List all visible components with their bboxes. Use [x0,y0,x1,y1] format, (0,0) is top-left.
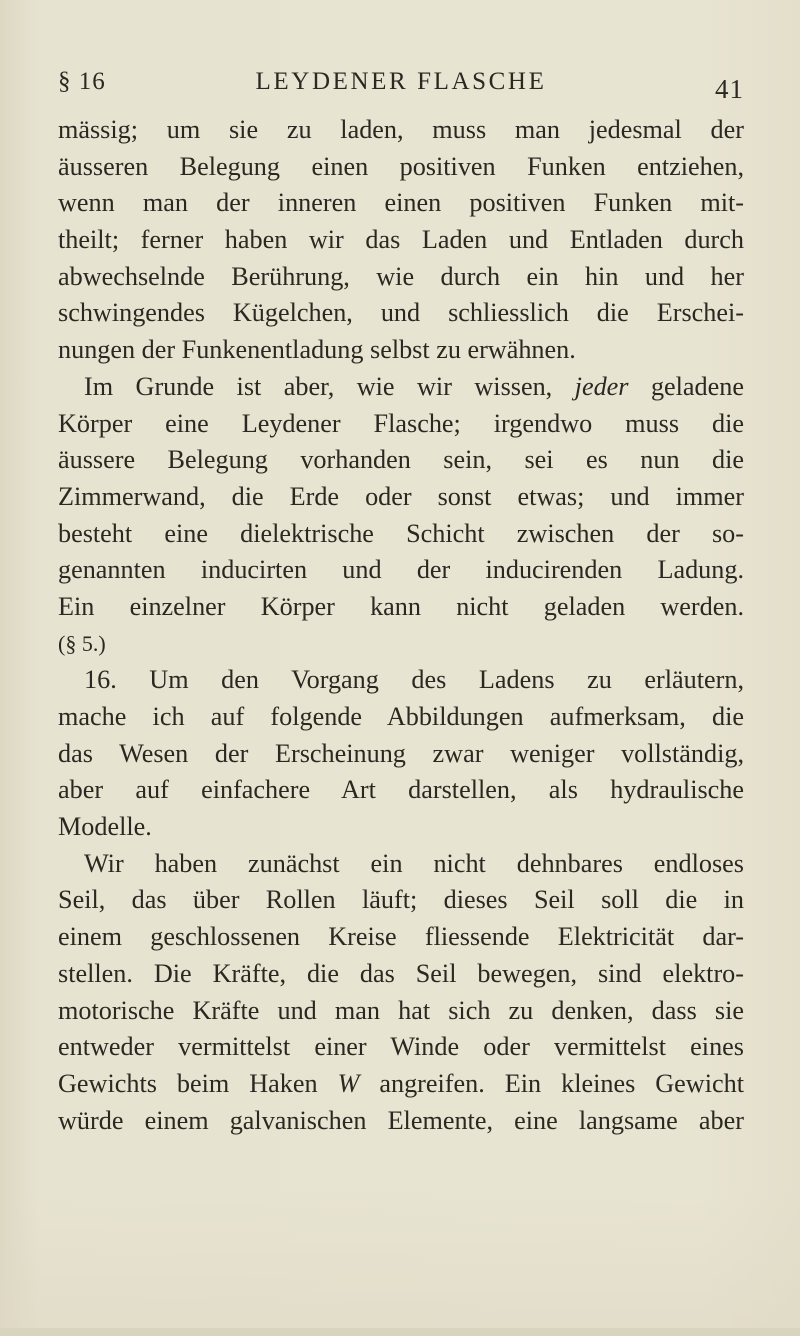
text-line: Wir haben zunächst ein nicht dehnbares endloses [84,848,744,878]
text-line: 16. Um den Vorgang des Ladens zu erläutern, [84,665,744,695]
text-line: äusseren Belegung einen positiven Funken entziehen, [58,151,744,181]
text-line: aber auf einfachere Art darstellen, als hydraulische [58,775,744,805]
text-line: Im Grunde ist aber, wie wir wissen, jeder geladene [84,371,744,401]
text-line: mässig; um sie zu laden, muss man jedesmal der [58,115,744,144]
running-header [58,68,744,104]
text-line: Zimmerwand, die Erde oder sonst etwas; und immer [58,481,744,511]
text-line: wenn man der inneren einen positiven Funken mit- [58,188,744,218]
text-line: einem geschlossenen Kreise fliessende Elektricität dar- [58,922,744,952]
text-line: Gewichts beim Haken W angreifen. Ein kleines Gewicht [58,1068,744,1098]
text-line: abwechselnde Berührung, wie durch ein hin und her [58,261,744,291]
text-line: mache ich auf folgende Abbildungen aufmerksam, die [58,702,744,731]
text-line: theilt; ferner haben wir das Laden und Entladen durch [58,225,744,255]
section-marker: § 16 [58,68,106,95]
text-line: stellen. Die Kräfte, die das Seil bewegen, sind elektro- [58,958,744,988]
running-title: LEYDENER FLASCHE [255,68,547,95]
text-line: würde einem galvanischen Elemente, eine langsame aber [58,1105,744,1135]
text-line: schwingendes Kügelchen, und schliesslich die Erschei- [58,298,744,328]
page-shadow [0,1190,800,1336]
body-text [58,112,744,1139]
text-line: das Wesen der Erscheinung zwar weniger vollständig, [58,738,744,768]
page-number: 41 [715,74,744,104]
page-edge [0,1328,800,1336]
text-line: besteht eine dielektrische Schicht zwischen der so- [58,518,744,548]
text-line: motorische Kräfte und man hat sich zu denken, dass sie [58,995,744,1025]
text-line: Seil, das über Rollen läuft; dieses Seil soll die in [58,885,744,915]
emphasis: jeder [574,371,629,401]
text-line: (§ 5.) [58,630,106,656]
text-line: äussere Belegung vorhanden sein, sei es nun die [58,445,744,475]
text-line: Ein einzelner Körper kann nicht geladen werden. [58,591,744,621]
emphasis: W [337,1068,360,1098]
text-line: Modelle. [58,812,152,842]
text-line: entweder vermittelst einer Winde oder vermittelst eines [58,1032,744,1062]
text-line: genannten inducirten und der inducirenden Ladung. [58,555,744,585]
text-line: nungen der Funkenentladung selbst zu erwähnen. [58,335,576,365]
text-line: Körper eine Leydener Flasche; irgendwo muss die [58,408,744,438]
